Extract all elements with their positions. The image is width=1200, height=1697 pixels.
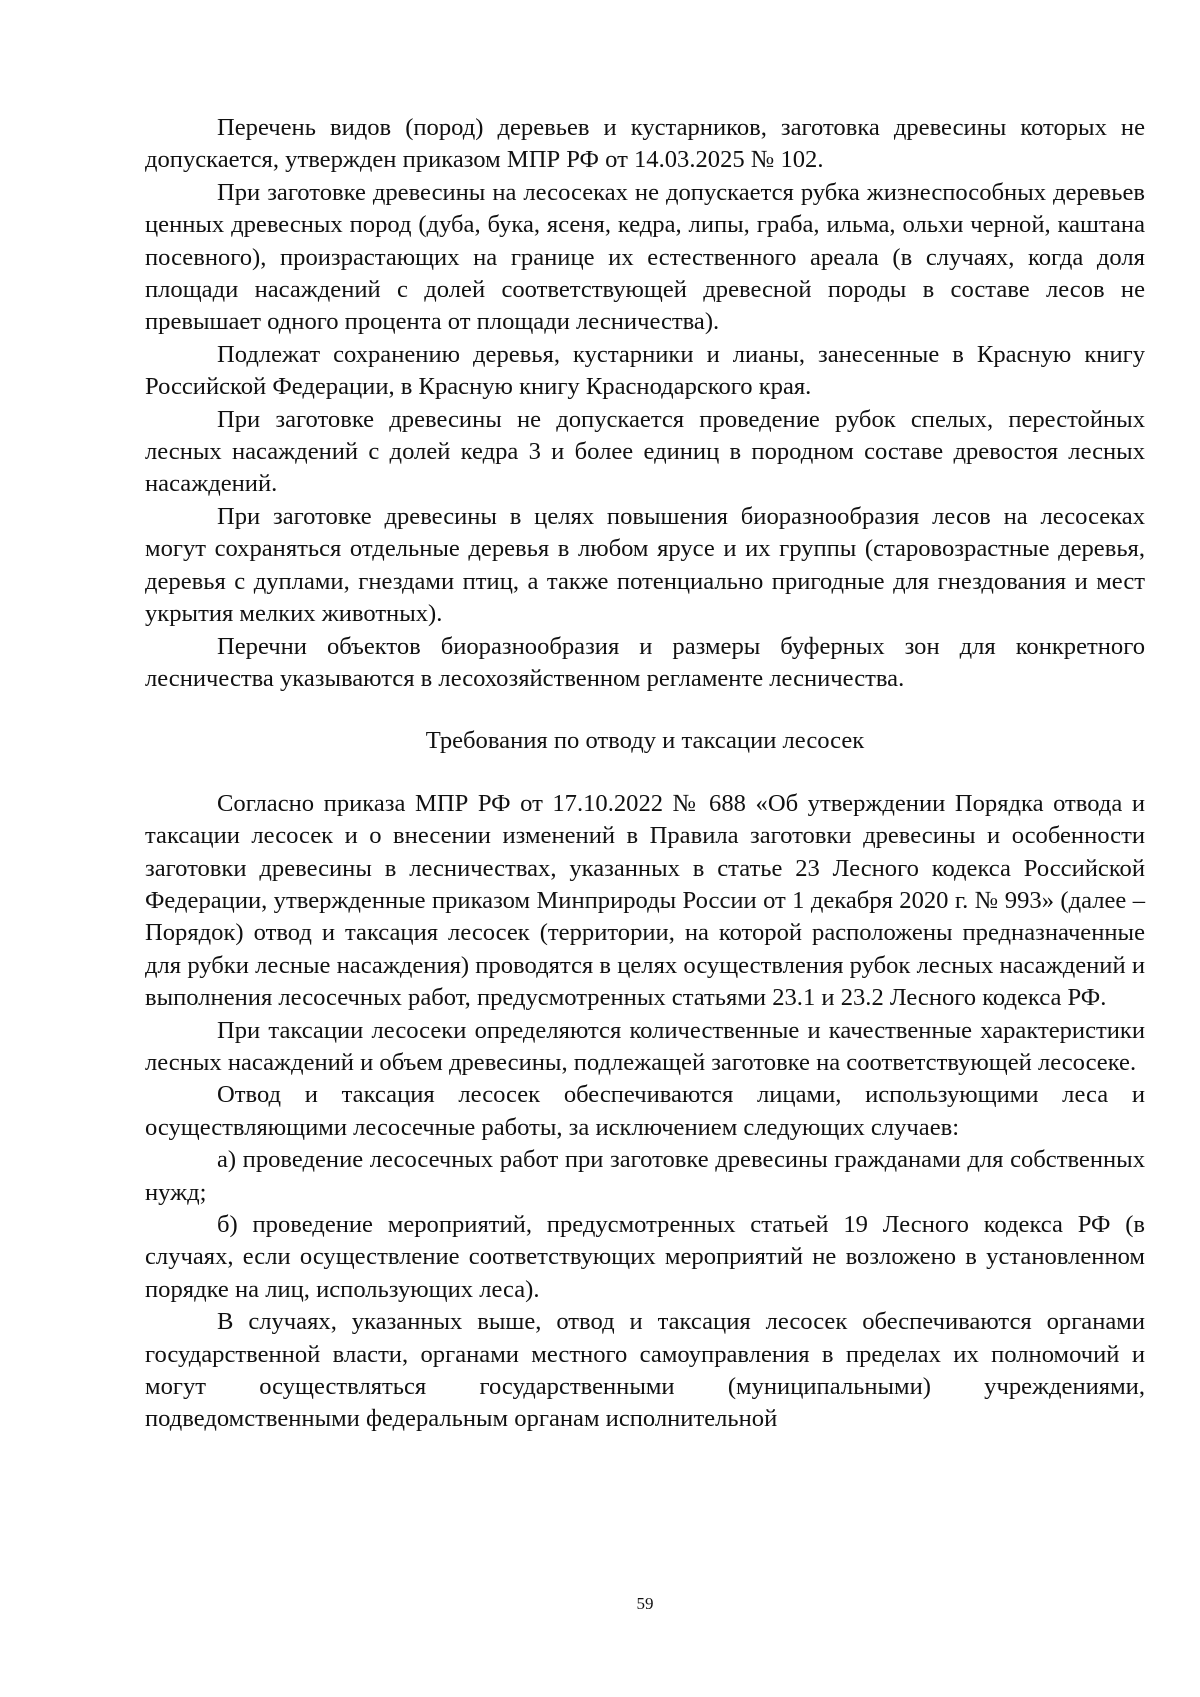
- paragraph-red-book: Подлежат сохранению деревья, кустарники и лианы, занесенные в Красную книгу Российской Федерации, в Красную книгу Краснодарского края.: [145, 340, 1145, 401]
- section-heading: Требования по отводу и таксации лесосек: [425, 727, 865, 755]
- paragraph-protected-species-list: Перечень видов (пород) деревьев и кустарников, заготовка древесины которых не допускается, утвержден приказом МПР РФ от 14.03.2025 № 102.: [145, 114, 1145, 174]
- paragraph-taxation: При таксации лесосеки определяются количественные и качественные характеристики лесных насаждений и объем древесины, подлежащей заготовке на соответствующей лесосеке.: [145, 1016, 1145, 1076]
- paragraph-cedar-restriction: При заготовке древесины не допускается проведение рубок спелых, перестойных лесных насаждений с долей кедра 3 и более единиц в породном составе древостоя лесных насаждений.: [145, 405, 1145, 498]
- paragraph-allotment-responsibility: Отвод и таксация лесосек обеспечиваются лицами, использующими леса и осуществляющими лесосечные работы, за исключением следующих случаев:: [145, 1081, 1145, 1141]
- paragraph-case-b: б) проведение мероприятий, предусмотренных статьей 19 Лесного кодекса РФ (в случаях, если осуществление соответствующих мероприятий не возложено в установленном порядке на лиц, использующих леса).: [145, 1211, 1145, 1303]
- document-page: [145, 112, 1145, 1436]
- paragraph-order-688: Согласно приказа МПР РФ от 17.10.2022 № 688 «Об утверждении Порядка отвода и таксации лесосек и о внесении изменений в Правила заготовки древесины и особенности заготовки древесины в лесничествах, указанных в статье 23 Лесного кодекса Российской Федерации, утвержденные приказом Минприроды России от 1 декабря 2020 г. № 993» (далее – Порядок) отвод и таксация лесосек (территории, на которой расположены предназначенные для рубки лесные насаждения) проводятся в целях осуществления рубок лесных насаждений и выполнения лесосечных работ, предусмотренных статьями 23.1 и 23.2 Лесного кодекса РФ.: [145, 789, 1145, 1012]
- paragraph-biodiversity: При заготовке древесины в целях повышения биоразнообразия лесов на лесосеках могут сохраняться отдельные деревья в любом ярусе и их группы (старовозрастные деревья, деревья с дуплами, гнездами птиц, а также потенциально пригодные для гнездования и мест укрытия мелких животных).: [145, 502, 1145, 628]
- paragraph-state-authorities: В случаях, указанных выше, отвод и таксация лесосек обеспечиваются органами государственной власти, органами местного самоуправления в пределах их полномочий и могут осуществляться государственными (муниципальными) учреждениями, подведомственными федеральным органам исполнительной: [145, 1308, 1145, 1433]
- paragraph-valuable-species: При заготовке древесины на лесосеках не допускается рубка жизнеспособных деревьев ценных древесных пород (дуба, бука, ясеня, кедра, липы, граба, ильма, ольхи черной, каштана посевного), произрастающих на границе их естественного ареала (в случаях, когда доля площади насаждений с долей соответствующей древесной породы в составе лесов не превышает одного процента от площади лесничества).: [145, 178, 1145, 336]
- paragraph-case-a: а) проведение лесосечных работ при заготовке древесины гражданами для собственных нужд;: [145, 1146, 1145, 1206]
- page-number: 59: [636, 1594, 654, 1613]
- paragraph-buffer-zones: Перечни объектов биоразнообразия и размеры буферных зон для конкретного лесничества указываются в лесохозяйственном регламенте лесничества.: [145, 632, 1145, 692]
